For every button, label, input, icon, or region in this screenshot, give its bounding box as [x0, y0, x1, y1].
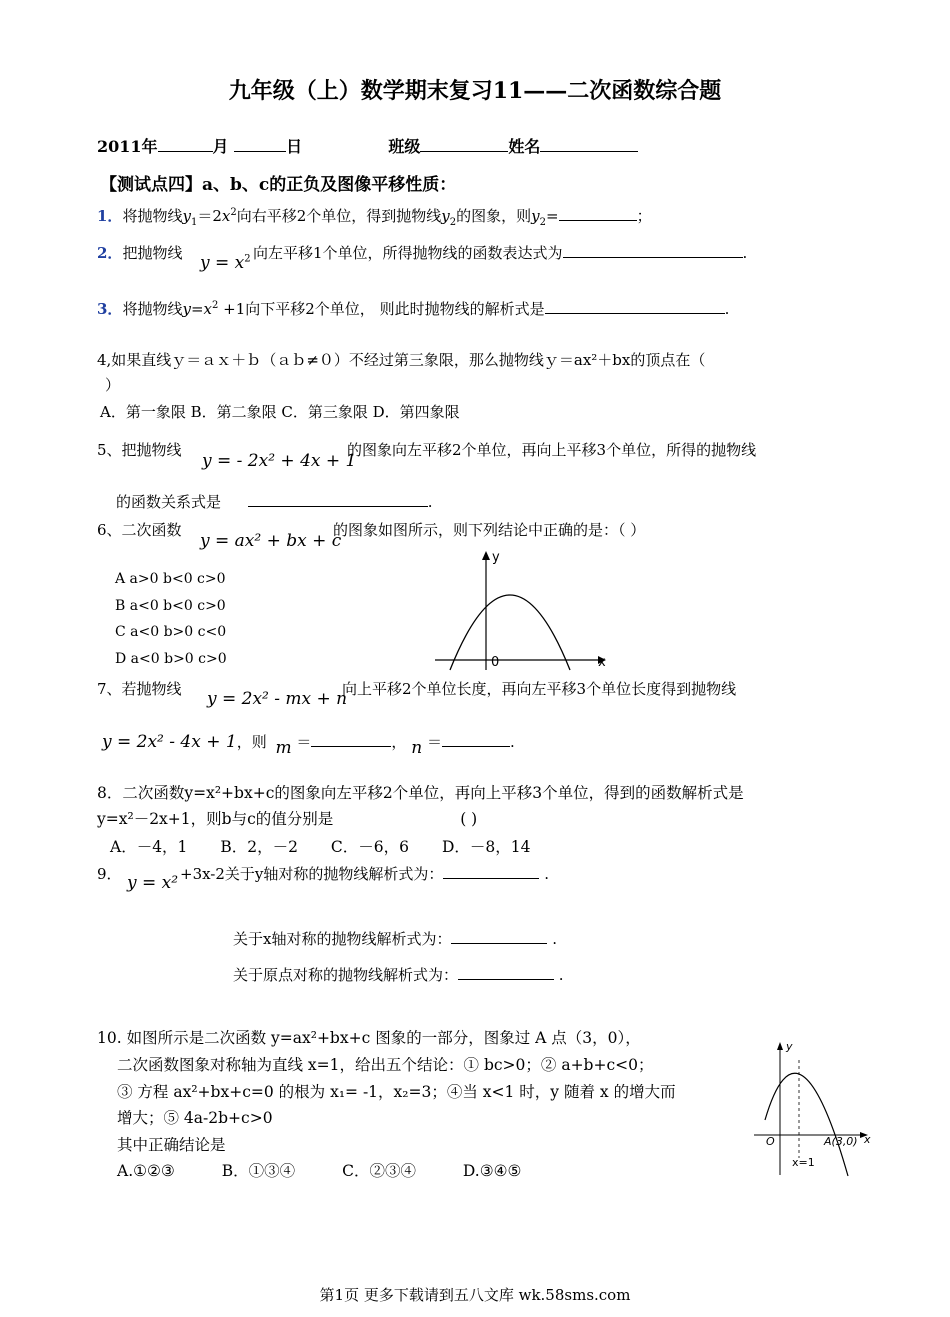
q1-text-c: 的图象，则: [456, 207, 532, 225]
q6-option-c: C a<0 b>0 c<0: [115, 624, 227, 640]
q7-end: .: [509, 733, 515, 751]
class-label: 班级: [388, 137, 421, 156]
q10-line1: 10. 如图所示是二次函数 y=ax²+bx+c 图象的一部分，图象过 A 点（3，0），: [97, 1029, 641, 1047]
q2-number: 2．: [97, 244, 123, 262]
q5-formula: y = - 2x² + 4x + 1: [202, 451, 357, 471]
q7-formula-1: y = 2x² - mx + n: [207, 689, 348, 709]
page-footer: 第1页 更多下载请到五八文库 wk.58sms.com: [319, 1286, 631, 1304]
q9-end-2: .: [552, 930, 558, 948]
q5-line2-text: 的函数关系式是: [116, 493, 222, 511]
q7-line2: y = 2x² - 4x + 1，则 m ＝ ， n ＝ .: [102, 732, 515, 758]
q8-option-a: A．－4，1: [110, 838, 188, 856]
q10-line5: 其中正确结论是: [117, 1136, 226, 1154]
q8-option-c: C．－6，6: [330, 838, 410, 856]
q6-y-label: y: [492, 550, 500, 565]
q9-y-axis-blank[interactable]: [443, 864, 539, 879]
q10-option-a: A.①②③: [117, 1162, 175, 1180]
q3-number: 3．: [97, 300, 123, 318]
q8-line2-text: y=x²－2x+1，则b与c的值分别是: [97, 810, 334, 828]
q1-text-d: ；: [636, 207, 652, 225]
q4-options: A．第一象限 B．第二象限 C．第三象限 D．第四象限: [100, 403, 460, 421]
q6-parabola-curve: [450, 595, 570, 670]
name-blank[interactable]: [540, 137, 638, 152]
q6-option-b: B a<0 b<0 c>0: [115, 598, 226, 614]
q7-text-a: 7、若抛物线: [97, 680, 182, 698]
q10-y-arrow: [777, 1042, 783, 1050]
q9-line2-text: 关于x轴对称的抛物线解析式为：: [233, 930, 452, 948]
q2-text-b: 向左平移1个单位，所得抛物线的函数表达式为: [253, 244, 563, 262]
q9-x-axis-blank[interactable]: [451, 929, 547, 944]
q10-origin-label: O: [766, 1135, 775, 1148]
q7-formula-2: y = 2x² - 4x + 1: [102, 732, 237, 752]
q6-text-a: 6、二次函数: [97, 521, 182, 539]
q10-option-d: D.③④⑤: [462, 1162, 522, 1180]
q6-option-a: A a>0 b<0 c>0: [115, 571, 226, 587]
q10-options: [117, 1159, 521, 1181]
q5-text-b: 的图象向左平移2个单位，再向上平移3个单位，所得的抛物线: [347, 441, 757, 459]
q9-line3: [233, 964, 564, 985]
q7-eq-1: ＝: [296, 733, 312, 751]
q7-n-blank[interactable]: [442, 732, 510, 747]
q2-formula: $y = x^2$: [200, 253, 251, 273]
q1-text-b: 向右平移2个单位，得到抛物线: [236, 207, 442, 225]
q3-end: .: [724, 300, 730, 318]
day-label: 日: [286, 137, 303, 156]
day-blank[interactable]: [234, 137, 286, 152]
q7-eq-2: ＝: [426, 733, 442, 751]
q3-text-b: +1向下平移2个单位， 则此时抛物线的解析式是: [223, 300, 545, 318]
q6-parabola-graph: [430, 545, 615, 675]
q10-option-c: C．②③④: [342, 1162, 416, 1180]
q10-y-label: y: [786, 1040, 793, 1053]
q9-origin-blank[interactable]: [458, 965, 554, 980]
q5-line2: [116, 491, 433, 512]
q10-option-b: B．①③④: [221, 1162, 296, 1180]
q6-formula: y = ax² + bx + c: [200, 531, 342, 551]
q2-text-a: 把抛物线: [122, 244, 183, 262]
q8-line2: [97, 807, 477, 829]
q7-text-b: 向上平移2个单位长度，再向左平移3个单位长度得到抛物线: [342, 680, 737, 698]
q10-point-a-label: A(3,0): [824, 1135, 858, 1148]
q1-number: 1．: [97, 207, 123, 225]
q2-end: .: [742, 244, 748, 262]
q5-text-a: 5、把抛物线: [97, 441, 182, 459]
q10-line3: ③ 方程 ax²+bx+c=0 的根为 x₁= -1，x₂=3；④当 x<1 时，y 随着 x 的增大而: [117, 1083, 676, 1101]
q6-x-label: x: [598, 655, 606, 670]
q10-symmetry-label: x=1: [792, 1156, 815, 1169]
q9-formula: y = x²: [127, 873, 179, 893]
date-class-name-line: [97, 134, 638, 157]
q8-line1: 8．二次函数y=x²+bx+c的图象向左平移2个单位，再向上平移3个单位，得到的函数解析式是: [97, 784, 744, 802]
q6-y-arrow: [482, 551, 490, 560]
year-label: 2011年: [97, 137, 158, 156]
q10-parabola-graph: [752, 1040, 877, 1178]
q6-origin-label: 0: [491, 655, 500, 670]
q8-option-b: B．2，－2: [220, 838, 298, 856]
class-blank[interactable]: [420, 137, 508, 152]
question-3: 3．将抛物线$y=x^2 +1$向下平移2个单位， 则此时抛物线的解析式是 .: [97, 300, 730, 318]
section-heading: 【测试点四】a、b、c的正负及图像平移性质：: [100, 175, 457, 195]
q2-answer-blank[interactable]: [563, 243, 743, 258]
month-blank[interactable]: [158, 137, 213, 152]
q9-line2: [233, 928, 557, 949]
q9-line1: [180, 863, 549, 884]
q10-line4: 增大；⑤ 4a-2b+c>0: [117, 1109, 273, 1127]
q1-text-a: 将抛物线: [122, 207, 183, 225]
q4-line1: 4,如果直线ｙ＝ａｘ＋ｂ（ａｂ≠０）不经过第三象限，那么抛物线ｙ＝ax²＋bx的顶点在（: [97, 351, 706, 369]
page-title: 九年级（上）数学期末复习11——二次函数综合题: [228, 78, 722, 104]
q8-options: [110, 835, 530, 857]
q10-line2: 二次函数图象对称轴为直线 x=1，给出五个结论：① bc>0；② a+b+c<0；: [117, 1056, 654, 1074]
q5-answer-blank[interactable]: [248, 492, 428, 507]
q7-m-var: m: [275, 738, 292, 758]
q4-line2: ）: [105, 376, 121, 394]
q9-text-a: +3x-2关于y轴对称的抛物线解析式为：: [180, 865, 444, 883]
name-label: 姓名: [508, 137, 541, 156]
month-label: 月: [212, 137, 229, 156]
question-1: 1．将抛物线$y_1=2x^2$向右平移2个单位，得到抛物线$y_2$的图象，则$y_2=$ ；: [97, 207, 652, 228]
q7-n-var: n: [411, 738, 423, 758]
q9-end-1: .: [544, 865, 549, 883]
q1-answer-blank[interactable]: [559, 206, 637, 221]
q9-line3-text: 关于原点对称的抛物线解析式为：: [233, 966, 459, 984]
q7-text-c: ，则: [236, 733, 267, 751]
q9-number: 9．: [97, 865, 122, 883]
q8-paren: ( ): [460, 810, 478, 828]
q7-m-blank[interactable]: [311, 732, 391, 747]
q10-x-label: x: [864, 1133, 871, 1146]
q8-option-d: D．－8，14: [441, 838, 531, 856]
q2-text-b-line: [253, 242, 747, 263]
question-2: [97, 242, 182, 263]
q9-end-3: .: [558, 966, 564, 984]
q3-answer-blank[interactable]: [545, 299, 725, 314]
q3-text-a: 将抛物线: [122, 300, 183, 318]
q6-text-b: 的图象如图所示，则下列结论中正确的是：（ ）: [333, 521, 646, 539]
q6-option-d: D a<0 b>0 c>0: [115, 651, 227, 667]
q5-end: .: [427, 493, 433, 511]
